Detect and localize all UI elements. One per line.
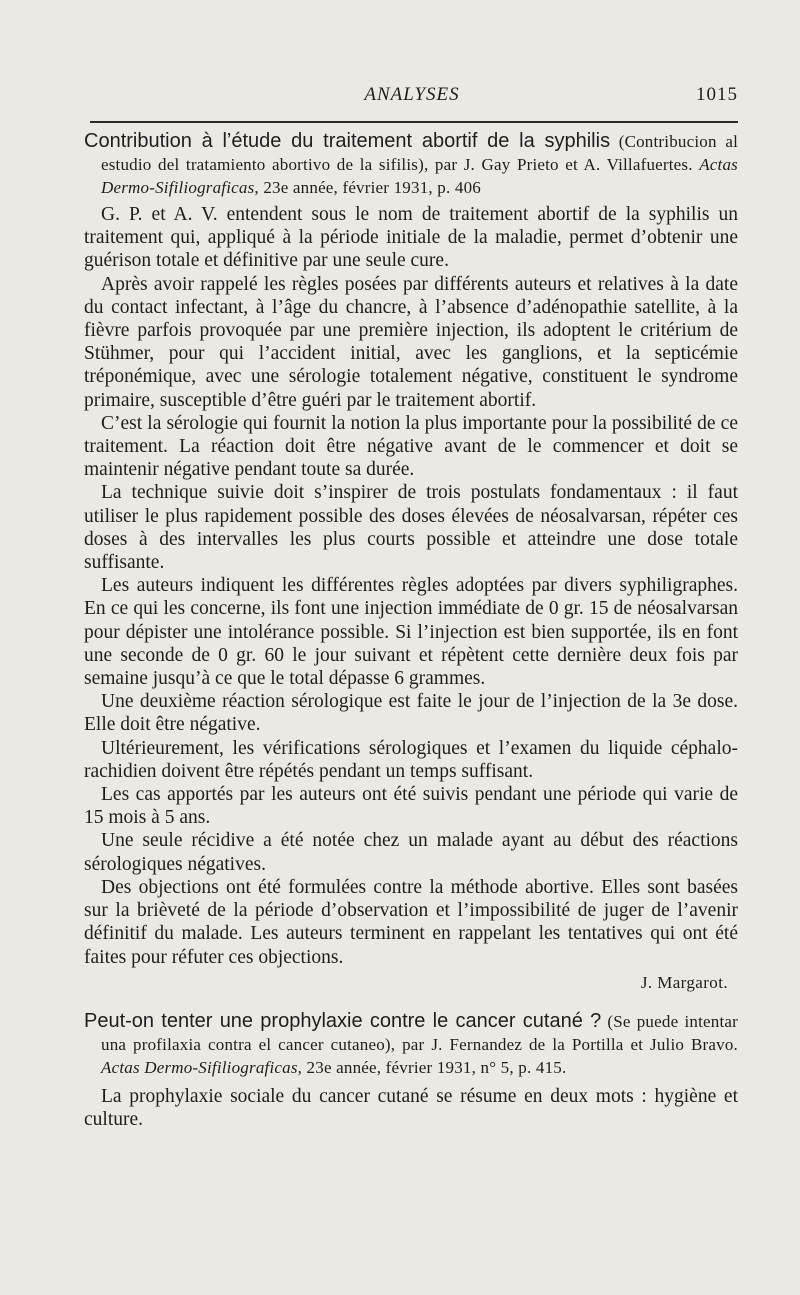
article-paragraph: Une seule récidive a été notée chez un malade ayant au début des réactions sérologiques négatives. [84, 830, 738, 875]
running-header [86, 84, 738, 112]
article-paragraph: Les cas apportés par les auteurs ont été suivis pendant une période qui varie de 15 mois à 5 ans. [84, 784, 738, 829]
article-paragraph: G. P. et A. V. entendent sous le nom de traitement abortif de la syphilis un traitement qui, appliqué à la période initiale de la maladie, permet d’obtenir une guérison totale et définitive par une seule cure. [84, 204, 738, 272]
article-main-title: Peut-on tenter une prophylaxie contre le cancer cutané ? [84, 1009, 602, 1032]
article-paragraph: Après avoir rappelé les règles posées par différents auteurs et relatives à la date du contact infectant, à l’âge du chancre, à l’absence d’adénopathie satellite, à la fièvre parfois provoquée par une première injection, ils adoptent le critérium de Stühmer, pour qui l’accident initial, avec les ganglions, et la septicémie tréponémique, avec une sérologie totalement négative, constituent le syndrome primaire, susceptible d’être guéri par le traitement abortif. [84, 273, 738, 411]
article-paragraph: Des objections ont été formulées contre la méthode abortive. Elles sont basées sur la brièveté de la période d’observation et l’impossibilité de juger de l’avenir définitif du malade. Les auteurs terminent en rappelant les tentatives qui ont été faites pour réfuter ces objections. [84, 876, 738, 968]
article-citation-after-journal: , 23e année, février 1931, n° 5, p. 415. [297, 1057, 567, 1077]
analysis-article-cancer [84, 1010, 738, 1131]
analysis-content [84, 130, 738, 1131]
article-citation-after-journal: , 23e année, février 1931, p. 406 [254, 178, 482, 197]
journal-title: Actas Dermo-Sifiliograficas [101, 155, 738, 197]
article-paragraph: Une deuxième réaction sérologique est faite le jour de l’injection de la 3e dose. Elle doit être négative. [84, 691, 738, 736]
page-number: 1015 [696, 84, 738, 105]
article-paragraph: C’est la sérologie qui fournit la notion la plus importante pour la possibilité de ce traitement. La réaction doit être négative avant de le commencer et doit se maintenir négative pendant toute sa durée. [84, 412, 738, 481]
article-paragraph: Les auteurs indiquent les différentes règles adoptées par divers syphiligraphes. En ce qui les concerne, ils font une injection immédiate de 0 gr. 15 de néosalvarsan pour dépister une intolérance possible. Si l’injection est bien supportée, ils en font une seconde de 0 gr. 60 le jour suivant et répètent cette dernière deux fois par semaine jusqu’à ce que le total dépasse 6 grammes. [84, 575, 738, 690]
author-signature: J. Margarot. [640, 972, 728, 992]
article-title [84, 1010, 738, 1079]
analysis-article-syphilis [84, 130, 738, 994]
running-title: ANALYSES [364, 84, 460, 105]
article-paragraph: La technique suivie doit s’inspirer de trois postulats fondamentaux : il faut utiliser le plus rapidement possible des doses élevées de néosalvarsan, répéter ces doses à des intervalles les plus courts possible et atteindre une dose totale suffisante. [84, 482, 738, 574]
journal-title: Actas Dermo-Sifiliograficas [101, 1057, 298, 1077]
article-main-title: Contribution à l’étude du traitement abortif de la syphilis [84, 130, 611, 152]
article-citation-before-journal: (Se puede intentar una profilaxia contra el cancer cutaneo), par J. Fernandez de la Portilla et Julio Bravo. [101, 1011, 738, 1054]
article-paragraph: La prophylaxie sociale du cancer cutané se résume en deux mots : hygiène et culture. [84, 1085, 738, 1130]
article-paragraph: Ultérieurement, les vérifications sérologiques et l’examen du liquide céphalo-rachidien doivent être répétés pendant un temps suffisant. [84, 737, 738, 782]
article-citation-before-journal: (Contribucion al estudio del tratamiento abortivo de la sifilis), par J. Gay Prieto et A. Villafuertes. [101, 132, 738, 174]
article-title [84, 130, 738, 199]
header-rule [90, 121, 738, 123]
